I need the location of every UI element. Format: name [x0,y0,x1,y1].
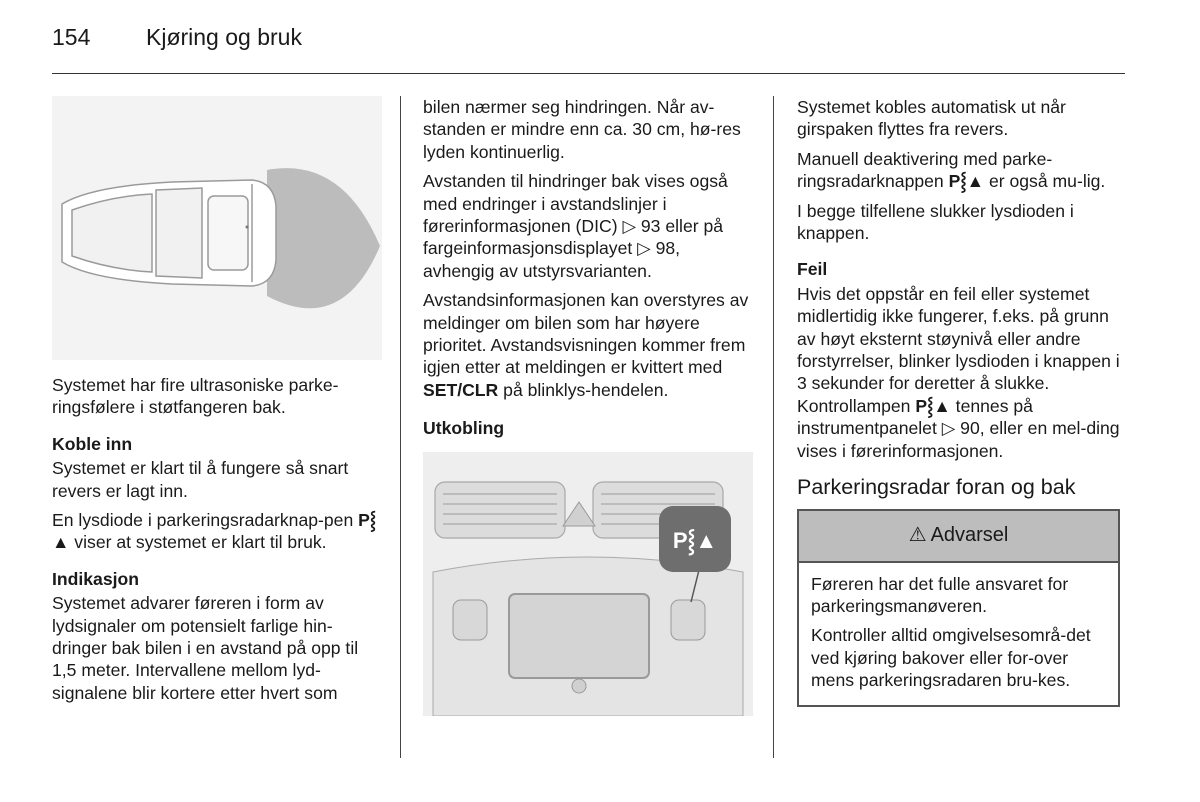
parking-radar-symbol: P⸾▲ [948,171,985,192]
warning-icon: ⚠ [908,524,927,547]
col2-paragraph-3: Avstandsinformasjonen kan overstyres av meldinger om bilen som har høyere prioritet. Avstandsvisningen kommer frem igjen etter at meldingen er kvittert med SET/CLR på blinklys-hendelen. [423,290,749,400]
col3-paragraph-1: Systemet kobles automatisk ut når girspaken flyttes fra revers. [797,97,1066,140]
col3-paragraph-3: I begge tilfellene slukker lysdioden i knappen. [797,200,1074,244]
warning-header [799,511,1118,563]
set-clr-label: SET/CLR [423,379,499,400]
column-2 [423,96,753,721]
warning-title: Advarsel [930,524,1009,547]
infotainment-screen [509,594,649,678]
utkobling-heading: Utkobling [423,418,505,439]
column-divider-1 [400,96,401,758]
indikasjon-heading: Indikasjon [52,568,140,589]
page-reference-98[interactable]: ▷ 98 [637,238,676,259]
feil-heading: Feil [797,259,828,280]
intro-text: Systemet har fire ultrasoniske parke-ringsfølere i støtfangeren bak. [52,375,339,418]
car-sensor-illustration [52,96,382,360]
page-reference-93[interactable]: ▷ 93 [622,216,661,237]
koble-inn-paragraph-2: En lysdiode i parkeringsradarknap-pen P⸾▲ viser at systemet er klart til bruk. [52,510,377,553]
section-heading: Parkeringsradar foran og bak [797,475,1076,500]
column-divider-2 [773,96,774,758]
warning-paragraph-2: Kontroller alltid omgivelsesområ-det ved kjøring bakover eller for-over mens parkeringsradaren bru-kes. [811,625,1091,691]
parking-radar-symbol: P⸾▲ [52,510,377,553]
page-reference-90[interactable]: ▷ 90 [941,418,980,439]
chapter-title: Kjøring og bruk [146,24,302,50]
dashboard-illustration [423,452,753,716]
koble-inn-paragraph-1: Systemet er klart til å fungere så snart revers er lagt inn. [52,458,349,501]
col2-paragraph-1: bilen nærmer seg hindringen. Når av-standen er mindre enn ca. 30 cm, hø-res lyden kontinuerlig. [423,97,741,162]
col2-paragraph-2: Avstanden til hindringer bak vises også med endringer i avstandslinjer i førerinformasjonen (DIC) ▷ 93 eller på fargeinformasjonsdisplayet ▷ 98, avhengig av utstyrsvarianten. [423,171,728,281]
parking-radar-symbol: P⸾▲ [915,395,951,416]
feil-paragraph: Hvis det oppstår en feil eller systemet midlertidig ikke fungerer, f.eks. på grunn av høyt eksternt støynivå eller andre forstyrrelser, blinker lysdioden i knappen i 3 sekunder for deretter å slukke. Kontrollampen P⸾▲ tennes på instrumentpanelet ▷ 90, eller en mel-ding vises i førerinformasjonen. [797,283,1120,461]
warning-box [797,509,1120,707]
warning-paragraph-1: Føreren har det fulle ansvaret for parkeringsmanøveren. [811,573,1069,616]
parking-button-label: P⸾▲ [672,527,718,553]
column-3 [797,96,1127,707]
header-rule [52,73,1125,74]
indikasjon-paragraph: Systemet advarer føreren i form av lydsignaler om potensielt farlige hin-dringer bak bilen i en avstand på opp til 1,5 meter. Intervallene mellom lyd-signalene blir kortere etter hvert som [52,593,359,703]
page-number: 154 [52,24,91,50]
car-top-view [62,180,276,286]
col3-paragraph-2: Manuell deaktivering med parke-ringsradarknappen P⸾▲ er også mu-lig. [797,148,1106,192]
column-1 [52,96,382,711]
koble-inn-heading: Koble inn [52,433,133,454]
